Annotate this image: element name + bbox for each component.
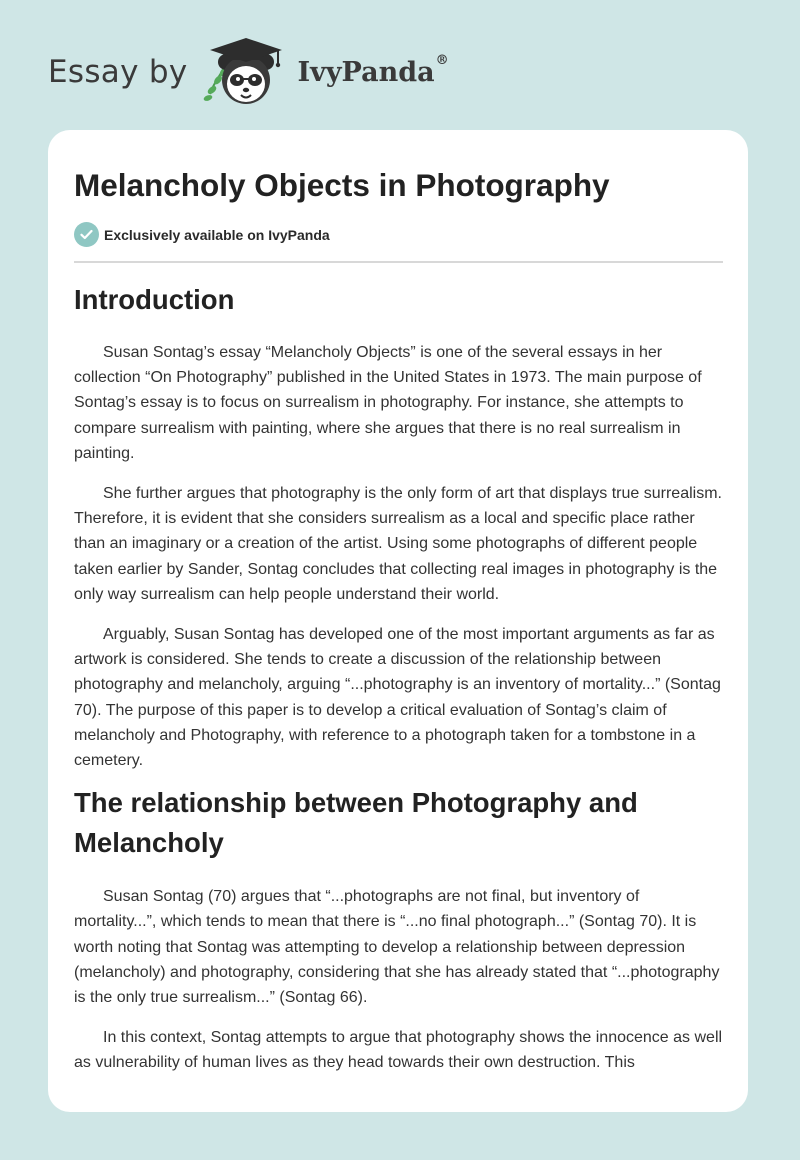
section-heading-introduction: Introduction (74, 284, 235, 315)
title-divider (74, 261, 723, 263)
paragraph: Arguably, Susan Sontag has developed one of the most important arguments as far as artwork is considered. She tends to create a discussion of the relationship between photography and melancholy, arguing “...photography is an inventory of mortality...” (Sontag 70). The purpose of this paper is to develop a critical evaluation of Sontag’s claim of melancholy and Photography, with reference to a photograph taken for a tombstone in a cemetery. (74, 626, 721, 770)
article-body (74, 280, 723, 1076)
paragraph: Susan Sontag’s essay “Melancholy Objects” is one of the several essays in her collection “On Photography” published in the United States in 1973. The main purpose of Sontag’s essay is to focus on surrealism in photography. For instance, she attempts to compare surrealism with painting, where she argues that there is no real surrealism in painting. (74, 344, 702, 462)
registered-mark: ® (435, 52, 449, 68)
brand-name: IvyPanda® (297, 52, 449, 88)
panda-logo-icon (200, 32, 292, 112)
paragraph: Susan Sontag (70) argues that “...photographs are not final, but inventory of mortality...”, which tends to mean that there is “...no final photograph...” (Sontag 70). It is worth noting that Sontag was attempting to develop a relationship between depression (melancholy) and photography, considering that she has already stated that “...photography is the only true surrealism...” (Sontag 66). (74, 888, 720, 1007)
exclusive-label: Exclusively available on IvyPanda (104, 226, 330, 243)
paragraph: In this context, Sontag attempts to argue that photography shows the innocence as well as vulnerability of human lives as they head towards their own destruction. This (74, 1029, 723, 1072)
paragraph: She further argues that photography is the only form of art that displays true surrealism. Therefore, it is evident that she considers surrealism as a local and specific place rather than an imaginary or a creation of the artist. Using some photographs of different people taken earlier by Sander, Sontag concludes that collecting real images in photography is the only way surrealism can help people understand their world. (74, 485, 722, 603)
exclusive-badge (74, 222, 330, 247)
article-title: Melancholy Objects in Photography (74, 167, 610, 203)
logo-prefix-text: Essay by (48, 54, 188, 90)
site-logo[interactable] (48, 32, 449, 112)
article-card (48, 130, 748, 1112)
check-circle-icon (74, 222, 99, 247)
section-heading-relationship: The relationship between Photography and Melancholy (74, 787, 638, 859)
